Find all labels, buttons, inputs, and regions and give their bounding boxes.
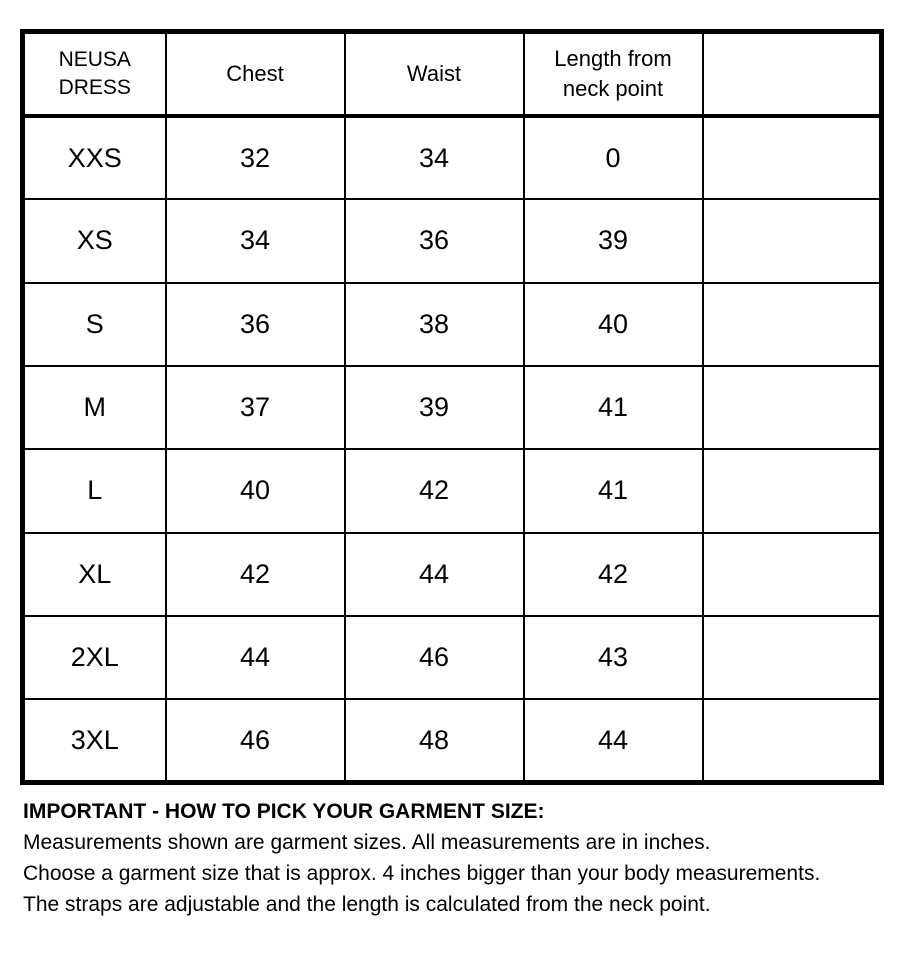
- length-cell: 42: [524, 533, 703, 616]
- chest-cell: 46: [166, 699, 345, 782]
- size-cell: XL: [23, 533, 166, 616]
- size-cell: XXS: [23, 116, 166, 199]
- extra-cell: [703, 449, 882, 532]
- header-product-line1: NEUSA: [58, 48, 131, 71]
- header-length-line2: neck point: [562, 76, 664, 101]
- header-row: [23, 32, 882, 117]
- notes-heading: IMPORTANT - HOW TO PICK YOUR GARMENT SIZE:: [23, 800, 545, 823]
- size-cell: S: [23, 283, 166, 366]
- waist-cell: 44: [345, 533, 524, 616]
- length-cell: 41: [524, 366, 703, 449]
- waist-cell: 48: [345, 699, 524, 782]
- size-guide-notes: [23, 796, 883, 920]
- table-row: [23, 699, 882, 782]
- size-cell: L: [23, 449, 166, 532]
- notes-line-garment-sizes: Measurements shown are garment sizes. All measurements are in inches.: [23, 831, 711, 854]
- waist-cell: 42: [345, 449, 524, 532]
- size-cell: 2XL: [23, 616, 166, 699]
- table-row: [23, 366, 882, 449]
- header-extra: [703, 32, 882, 117]
- chest-cell: 40: [166, 449, 345, 532]
- extra-cell: [703, 616, 882, 699]
- header-length: [524, 32, 703, 117]
- length-cell: 39: [524, 199, 703, 282]
- chest-cell: 42: [166, 533, 345, 616]
- table-row: [23, 283, 882, 366]
- extra-cell: [703, 366, 882, 449]
- header-waist: Waist: [345, 32, 524, 117]
- chest-cell: 36: [166, 283, 345, 366]
- extra-cell: [703, 699, 882, 782]
- chest-cell: 32: [166, 116, 345, 199]
- size-cell: 3XL: [23, 699, 166, 782]
- chest-cell: 34: [166, 199, 345, 282]
- length-cell: 40: [524, 283, 703, 366]
- extra-cell: [703, 533, 882, 616]
- waist-cell: 39: [345, 366, 524, 449]
- table-row: [23, 116, 882, 199]
- length-cell: 43: [524, 616, 703, 699]
- table-row: [23, 199, 882, 282]
- size-chart-table: [20, 29, 884, 785]
- header-chest: Chest: [166, 32, 345, 117]
- notes-line-straps: The straps are adjustable and the length is calculated from the neck point.: [23, 893, 711, 916]
- extra-cell: [703, 116, 882, 199]
- extra-cell: [703, 199, 882, 282]
- table-row: [23, 449, 882, 532]
- waist-cell: 38: [345, 283, 524, 366]
- size-cell: M: [23, 366, 166, 449]
- chest-cell: 44: [166, 616, 345, 699]
- waist-cell: 46: [345, 616, 524, 699]
- table-row: [23, 533, 882, 616]
- header-product-line2: DRESS: [58, 76, 131, 99]
- length-cell: 41: [524, 449, 703, 532]
- size-cell: XS: [23, 199, 166, 282]
- header-length-line1: Length from: [554, 46, 672, 71]
- table-header: [23, 32, 882, 117]
- waist-cell: 34: [345, 116, 524, 199]
- table-row: [23, 616, 882, 699]
- table-body: [23, 116, 882, 783]
- length-cell: 44: [524, 699, 703, 782]
- extra-cell: [703, 283, 882, 366]
- chest-cell: 37: [166, 366, 345, 449]
- notes-line-choose-size: Choose a garment size that is approx. 4 inches bigger than your body measurements.: [23, 862, 821, 885]
- waist-cell: 36: [345, 199, 524, 282]
- length-cell: 0: [524, 116, 703, 199]
- header-product-name: [23, 32, 166, 117]
